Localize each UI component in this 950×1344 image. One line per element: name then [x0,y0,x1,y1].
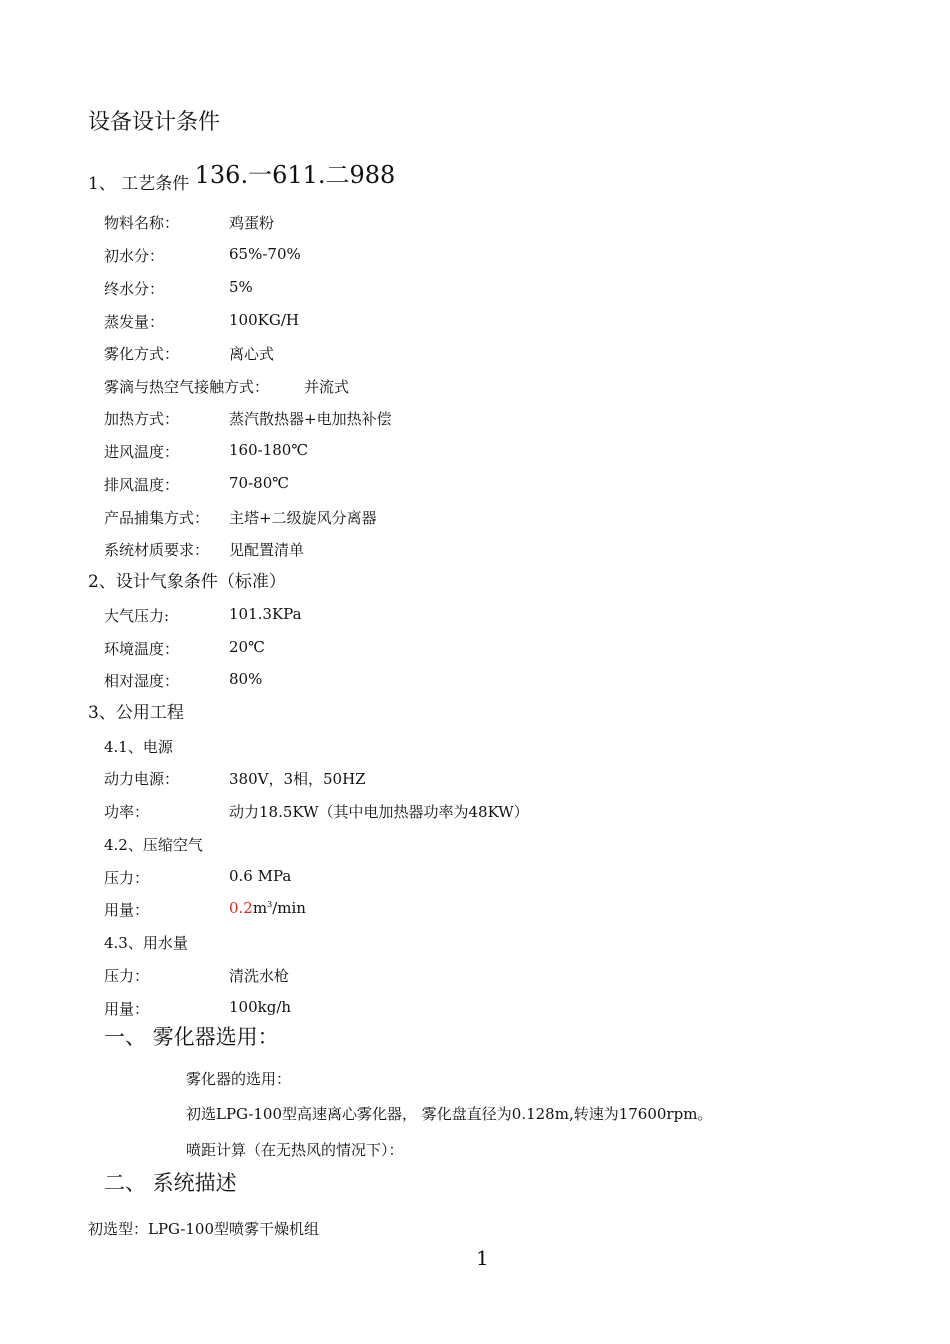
param-label: 雾化方式： [104,345,180,363]
param-label: 功率： [104,803,150,821]
param-value: 蒸汽散热器+电加热补偿 [229,410,392,428]
param-value: 380V，3相，50HZ [229,770,366,788]
param-label: 初水分： [104,247,165,265]
param-value: 80% [229,670,263,688]
param-row [104,670,263,691]
atomizer-line: 初选LPG-100型高速离心雾化器， 雾化盘直径为0.128m,转速为17600rpm。 [186,1105,713,1123]
param-label: 压力： [104,967,150,985]
param-label: 雾滴与热空气接触方式： [104,378,270,396]
param-label: 大气压力: [104,607,170,625]
param-label: 用量： [104,1000,150,1018]
section2-heading: 2、设计气象条件（标准） [88,572,286,592]
section1-label: 1、 工艺条件 [88,174,190,194]
param-row [104,441,309,462]
param-row [104,638,265,659]
param-row [104,311,299,332]
atomizer-heading: 一、 雾化器选用： [104,1025,279,1049]
param-label: 系统材质要求： [104,541,210,559]
param-row [104,212,275,233]
power-subheading: 4.1、电源 [104,738,173,756]
param-label: 动力电源： [104,770,180,788]
param-row [104,801,529,822]
system-line: 初选型：LPG-100型喷雾干燥机组 [88,1220,320,1238]
param-label: 产品捕集方式： [104,509,210,527]
param-row [104,899,306,920]
system-heading: 二、 系统描述 [104,1171,237,1195]
param-label: 排风温度： [104,476,180,494]
document-title: 设备设计条件 [88,110,221,135]
param-value: 0.6 MPa [229,867,292,885]
section1-heading [88,161,395,196]
param-value: 100KG/H [229,311,299,329]
section3-heading: 3、公用工程 [88,703,184,723]
param-value: 160-180℃ [229,441,309,459]
param-row [104,343,275,364]
param-value: 离心式 [229,345,275,363]
param-row [104,507,377,528]
param-row [104,768,366,789]
param-row [104,998,292,1019]
param-value: 主塔+二级旋风分离器 [229,509,377,527]
param-row [104,539,305,560]
atomizer-line: 雾化器的选用： [186,1070,292,1088]
phone-number: 136.一611.二988 [194,161,396,189]
param-row [104,408,392,429]
param-label: 加热方式： [104,410,180,428]
usage-highlight: 0.2 [229,899,253,917]
param-value: 鸡蛋粉 [229,214,275,232]
param-row [104,245,301,266]
param-value: 并流式 [304,378,350,396]
param-value: 5% [229,278,253,296]
param-label: 蒸发量： [104,313,165,331]
param-label: 相对湿度： [104,672,180,690]
param-label: 终水分： [104,280,165,298]
page-number: 1 [476,1246,489,1270]
unit-sup: 3 [267,900,273,909]
param-label: 进风温度： [104,443,180,461]
param-value: 101.3KPa [229,605,302,623]
param-row [104,605,302,626]
param-label: 物料名称： [104,214,180,232]
param-value: 清洗水枪 [229,967,290,985]
param-row [104,474,290,495]
unit-per-min: /min [272,899,306,917]
param-value: 动力18.5KW（其中电加热器功率为48KW） [229,803,529,821]
air-subheading: 4.2、压缩空气 [104,836,203,854]
atomizer-line: 喷距计算（在无热风的情况下）： [186,1141,404,1159]
param-label: 环境温度： [104,640,180,658]
param-value: 65%-70% [229,245,301,263]
water-subheading: 4.3、用水量 [104,934,188,952]
param-value [229,899,306,917]
unit-m: m [252,899,268,917]
param-value: 100kg/h [229,998,292,1016]
param-value: 20℃ [229,638,265,656]
param-row [104,867,292,888]
param-row [104,278,253,299]
param-row [104,965,290,986]
param-label: 压力： [104,869,150,887]
param-row [104,376,350,397]
param-value: 见配置清单 [229,541,305,559]
param-value: 70-80℃ [229,474,290,492]
param-label: 用量： [104,901,150,919]
